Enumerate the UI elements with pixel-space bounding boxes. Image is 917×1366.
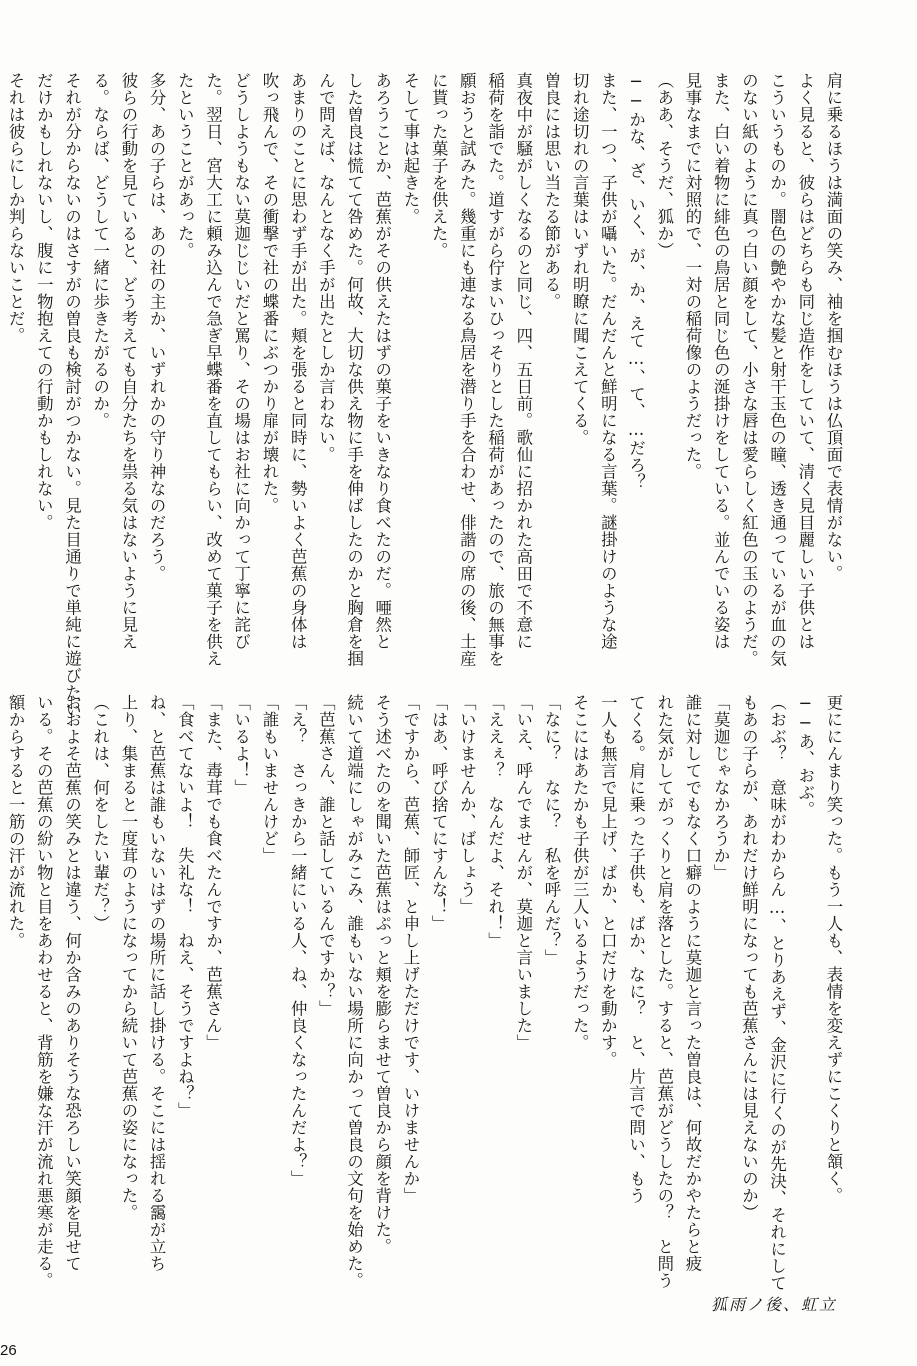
running-title: 狐雨ノ後、虹立 [710,1295,837,1314]
text-column: 曽良には思い当たる節がある。 [541,72,561,310]
body-text-lower [6,694,847,1292]
text-column: 彼らの行動を見ていると、どう考えても自分たちを祟る気はないように見え [118,72,138,650]
text-column: 「いえ、呼んでませんが、莫迦と言いました」 [513,694,533,1051]
text-column: した曽良は慌てて咎めた。何故、大切な供え物に手を伸ばしたのかと胸倉を掴 [344,72,364,667]
text-column: 「莫迦じゃなかろうか」 [711,694,731,881]
text-column: れた気がしてがっくりと肩を落とした。すると、芭蕉がどうしたの？ と問う [654,694,674,1289]
text-column: そこにはあたかも子供が三人いるようだった。 [570,694,590,1051]
text-column: 「食べてないよ！ 失礼な！ ねえ、そうですよね？」 [175,694,195,1119]
text-column: 続いて道端にしゃがみこみ、誰もいない場所に向かって曽良の文句を始めた。 [344,694,364,1289]
text-column: 上り、集まると一度茸のようになってから続いて芭蕉の姿になった。 [118,694,138,1221]
text-column: どうしようもない莫迦じじいだと罵り、その場はお社に向かって丁寧に詫び [231,72,251,650]
text-column: いる。その芭蕉の紛い物と目をあわせると、背筋を嫌な汗が流れ悪寒が走る。 [34,694,54,1289]
text-column: 「いるよ！」 [231,694,251,796]
text-column: 肩に乗るほうは満面の笑み、袖を掴むほうは仏頂面で表情がない。 [824,72,843,582]
text-column: 切れ途切れの言葉はいずれ明瞭に聞こえてくる。 [570,72,590,446]
text-column: あろうことか、芭蕉がその供えたはずの菓子をいきなり食べたのだ。唖然と [372,72,392,650]
text-column: 吹っ飛んで、その衝撃で社の蝶番にぶつかり扉が壊れた。 [259,72,279,514]
text-column: 「はあ、呼び捨てにすんな！」 [429,694,449,932]
text-column: 「ええぇ？ なんだよ、それ！」 [485,694,505,949]
text-column: ね、と芭蕉は誰もいないはずの場所に話し掛ける。そこには揺れる靄が立ち [147,694,167,1272]
page-number: 26 [0,1342,17,1359]
text-column: てくる。肩に乗った子供も、ばか、なに？ と、片言で問い、もう [626,694,646,1204]
text-column: に貰った菓子を供えた。 [429,72,449,259]
text-column: んで問えば、なんとなく手が出たとしか言わない。 [316,72,336,463]
text-column: よく見ると、彼らはどちらも同じ造作をしていて、清く見目麗しい子供とは [795,72,815,650]
text-column: また、白い着物に緋色の鳥居と同じ色の涎掛けをしている。並んでいる姿は [711,72,731,650]
text-column: のない紙のように真っ白い顔をして、小さな唇は愛らしく紅色の玉のようだ。 [739,72,759,667]
text-column: 見事なまでに対照的で、一対の稲荷像のようだった。 [682,72,702,480]
text-column: （ああ、そうだ、狐か） [654,72,674,259]
text-column: ──あ、おぶ。 [795,694,815,819]
text-column: 「なに？ なに？ 私を呼んだ？」 [541,694,561,966]
text-column: 更ににんまり笑った。もう一人も、表情を変えずにこくりと頷く。 [824,694,843,1204]
text-column: あまりのことに思わず手が出た。頬を張ると同時に、勢いよく芭蕉の身体は [288,72,308,650]
text-column: そう述べたのを聞いた芭蕉はぷっと頬を膨らませて曽良から顔を背けた。 [372,694,392,1255]
text-column: こういうものか。闇色の艶やかな髪と射干玉色の瞳、透き通っているが血の気 [767,72,787,667]
text-column: 誰に対してでもなく口癖のように莫迦と言った曽良は、何故だかやたらと疲 [682,694,702,1272]
text-column: また、一つ、子供が囁いた。だんだんと鮮明になる言葉。謎掛けのような途 [598,72,618,650]
text-column: 「ですから、芭蕉、師匠、と申し上げただけです、いけませんか」 [400,694,420,1204]
text-column: だけかもしれないし、腹に一物抱えての行動かもしれない。 [34,72,54,531]
text-column: 額からすると一筋の汗が流れた。 [6,694,26,949]
text-column: 「いけませんか、ばしょう」 [457,694,477,915]
text-column: 「また、毒茸でも食べたんですか、芭蕉さん」 [203,694,223,1051]
text-column: る。ならば、どうして一緒に歩きたがるのか。 [90,72,110,429]
text-column: 真夜中が騒がしくなるのと同じ、四、五日前。歌仙に招かれた高田で不意に [513,72,533,650]
text-column: ──かな、ざ、いく、が、か、えて…、て、…だろ？ [626,72,646,491]
text-column: そして事は起きた。 [400,72,420,225]
body-text-upper [6,72,847,718]
text-column: 「誰もいませんけど」 [259,694,279,864]
text-column: それが分からないのはさすがの曽良も検討がつかない。見た目通りで単純に遊びたい [62,72,82,718]
text-column: たということがあった。 [175,72,195,259]
text-column [0,72,1,672]
text-column: た。翌日、宮大工に頼み込んで急ぎ早蝶番を直してもらい、改めて菓子を供え [203,72,223,667]
text-column: 一人も無言で見上げ、ばか、と口だけを動かす。 [598,694,618,1068]
text-column [0,694,1,1254]
text-column: 「え？ さっきから一緒にいる人、ね、仲良くなったんだよ？」 [288,694,308,1187]
text-column: おおよそ芭蕉の笑みとは違う、何か含みのありそうな恐ろしい笑顔を見せて [62,694,82,1272]
text-column: 「芭蕉さん、誰と話しているんですか？」 [316,694,336,1017]
text-column: 願おうと試みた。幾重にも連なる鳥居を潜り手を合わせ、俳諧の席の後、土産 [457,72,477,667]
text-column: もあの子らが、あれだけ鮮明になっても芭蕉さんには見えないのか） [739,694,759,1221]
text-column: （これは、何をしたい輩だ？） [90,694,110,932]
text-column: （おぶ？ 意味がわからん…、とりあえず、金沢に行くのが先決、それにして [767,694,787,1292]
text-column: 稲荷を詣でた。道すがら佇まいひっそりとした稲荷があったので、旅の無事を [485,72,505,667]
text-column: それは彼らにしか判らないことだ。 [6,72,26,344]
text-column: 多分、あの子らは、あの社の主か、いずれかの守り神なのだろう。 [147,72,167,582]
